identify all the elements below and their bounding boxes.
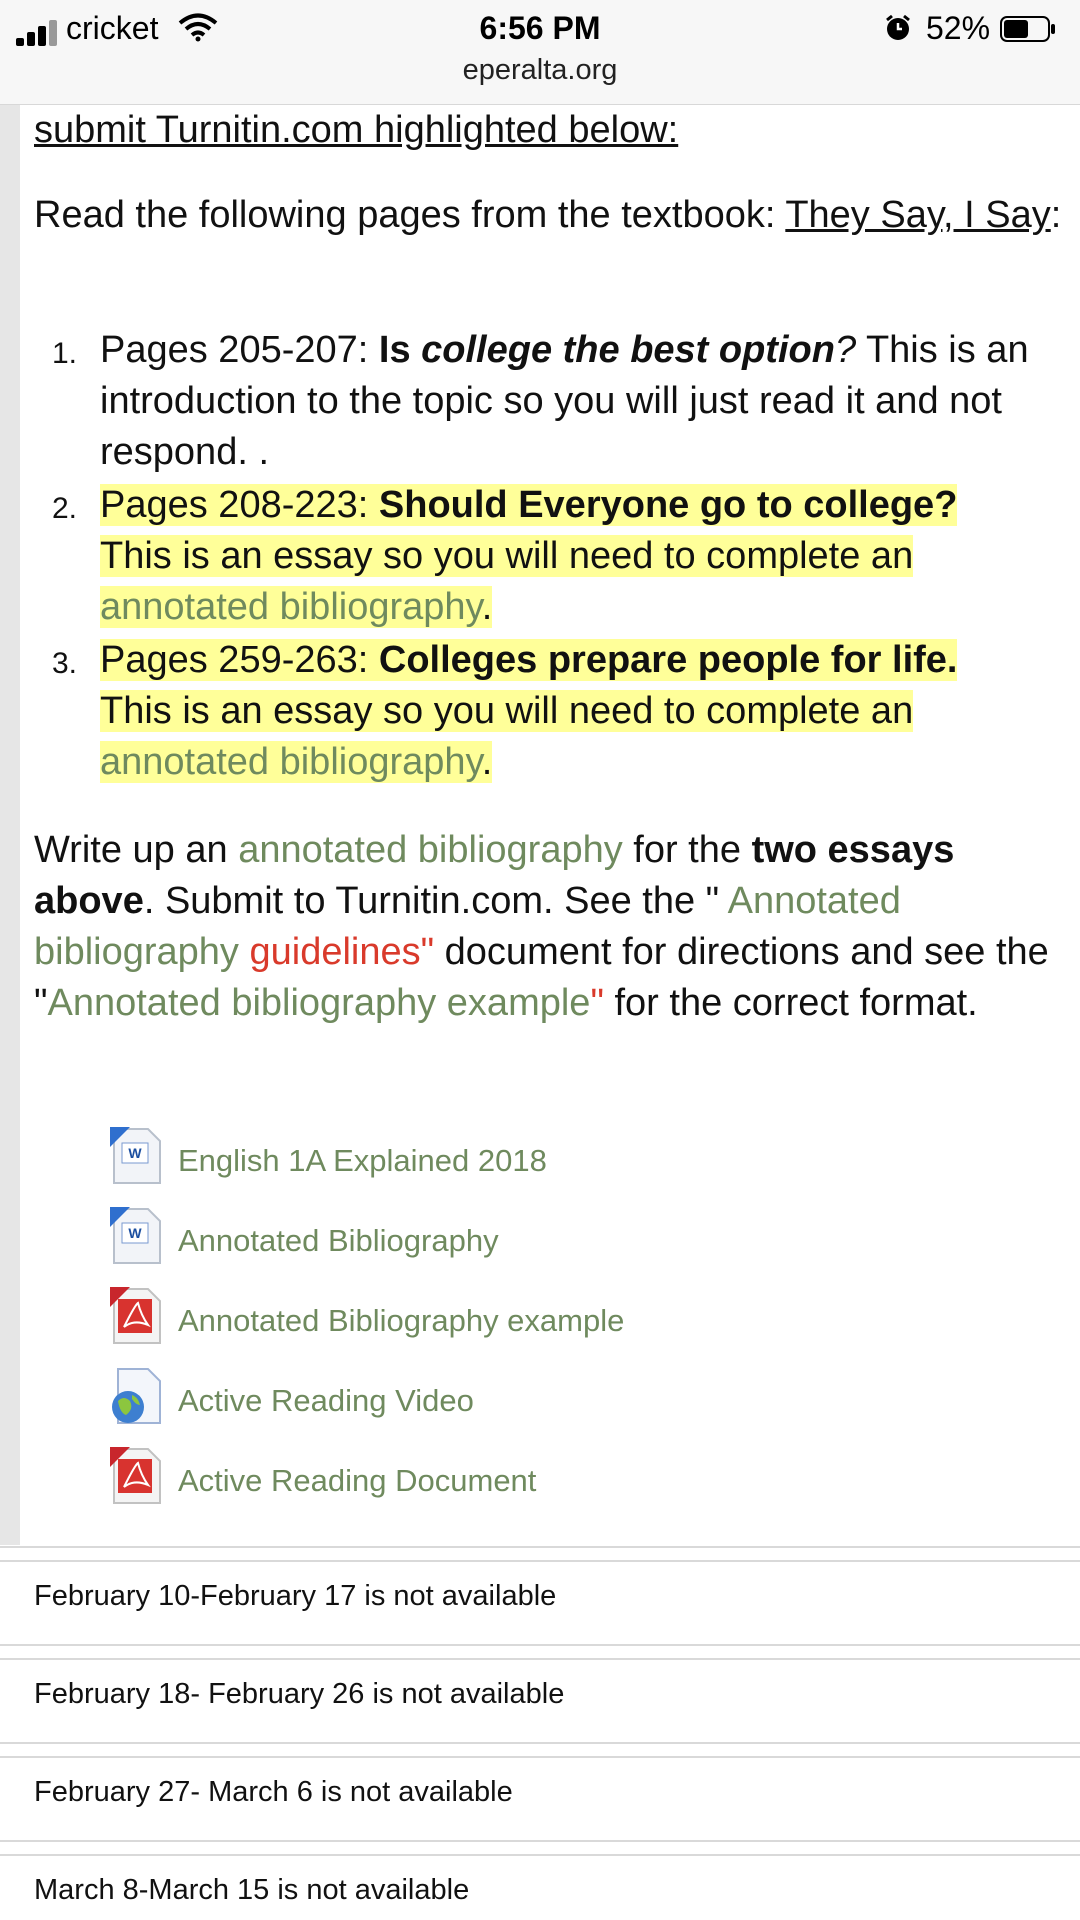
file-label[interactable]: Annotated Bibliography example (178, 1303, 625, 1338)
colon: : (1050, 194, 1062, 236)
svg-text:W: W (128, 1225, 142, 1241)
list-item-2-pages: Pages 208-223: (100, 484, 379, 526)
period: . (481, 586, 493, 628)
file-label[interactable]: Active Reading Video (178, 1383, 474, 1418)
list-item-1-question: ? (834, 329, 857, 371)
week-row-1[interactable]: February 10-February 17 is not available (34, 1580, 557, 1612)
period: . (481, 741, 493, 783)
file-link-active-reading-document[interactable] (108, 1445, 908, 1509)
list-item-3-title: Colleges prepare people for life. (378, 639, 958, 681)
alarm-icon (884, 14, 912, 42)
divider (0, 1546, 1080, 1548)
text: for the correct format. (603, 982, 978, 1024)
carrier-name: cricket (66, 10, 159, 46)
list-item-2 (100, 480, 1060, 633)
list-item-2-title: Should Everyone go to college? (378, 484, 958, 526)
annotated-bibliography-link[interactable]: annotated bibliography (100, 741, 482, 783)
list-item-1-desc: This is an introduction to the topic so you will just read it and not respond. . (100, 329, 1029, 473)
status-bar (0, 0, 1080, 105)
list-item-1-title: college the best option (421, 329, 835, 371)
week-row-4[interactable]: March 8-March 15 is not available (34, 1874, 470, 1906)
reading-intro-text: Read the following pages from the textbook: (34, 194, 786, 236)
two-essays-bold: two essays above (34, 829, 955, 922)
pdf-icon (108, 1285, 164, 1347)
reading-intro (34, 190, 1074, 241)
divider (0, 1560, 1080, 1562)
divider (0, 1840, 1080, 1842)
file-label[interactable]: Annotated Bibliography (178, 1223, 499, 1258)
list-item-1-pages: Pages 205-207: (100, 329, 379, 371)
divider (0, 1658, 1080, 1660)
file-link-active-reading-video[interactable] (108, 1365, 908, 1429)
text: for the (622, 829, 752, 871)
word-doc-icon (108, 1125, 164, 1187)
red-quote: " (590, 982, 604, 1024)
section-left-border (0, 105, 20, 1545)
battery-percentage: 52% (926, 10, 991, 46)
list-number-3: 3. (52, 647, 78, 680)
divider (0, 1854, 1080, 1856)
guidelines-red-text[interactable]: guidelines" (249, 931, 435, 973)
course-section (0, 105, 1080, 1545)
week-row-2[interactable]: February 18- February 26 is not available (34, 1678, 565, 1710)
guidelines-link[interactable]: Annotated bibliography (34, 880, 901, 973)
write-up-paragraph (34, 825, 1074, 1029)
list-item-3-pages: Pages 259-263: (100, 639, 379, 681)
file-link-annotated-bibliography[interactable] (108, 1205, 908, 1269)
file-link-annotated-bibliography-example[interactable] (108, 1285, 908, 1349)
text: Write up an (34, 829, 239, 871)
word-doc-icon (108, 1205, 164, 1267)
clock: 6:56 PM (479, 10, 601, 46)
file-link-english-1a[interactable] (108, 1125, 908, 1189)
example-link[interactable]: Annotated bibliography example (47, 982, 591, 1024)
top-line-text: submit Turnitin.com highlighted below: (34, 109, 679, 151)
web-link-icon (108, 1365, 164, 1427)
list-number-1: 1. (52, 337, 78, 370)
file-label[interactable]: English 1A Explained 2018 (178, 1143, 547, 1178)
divider (0, 1644, 1080, 1646)
list-item-1 (100, 325, 1060, 478)
list-item-3 (100, 635, 1060, 788)
text: document for directions and see the " (34, 931, 1049, 1024)
book-title: They Say, I Say (785, 194, 1051, 236)
divider (0, 1756, 1080, 1758)
battery-icon (1000, 16, 1056, 42)
list-item-2-desc: This is an essay so you will need to complete an (100, 535, 914, 577)
list-number-2: 2. (52, 492, 78, 525)
address-bar-url[interactable]: eperalta.org (462, 54, 618, 86)
list-item-3-desc: This is an essay so you will need to complete an (100, 690, 914, 732)
file-label[interactable]: Active Reading Document (178, 1463, 537, 1498)
list-item-1-bold: Is (378, 329, 422, 371)
text: . Submit to Turnitin.com. See the " (143, 880, 728, 922)
divider (0, 1742, 1080, 1744)
week-row-3[interactable]: February 27- March 6 is not available (34, 1776, 513, 1808)
annotated-bibliography-link[interactable]: annotated bibliography (100, 586, 482, 628)
svg-text:W: W (128, 1145, 142, 1161)
pdf-icon (108, 1445, 164, 1507)
annotated-bibliography-link[interactable]: annotated bibliography (238, 829, 623, 871)
